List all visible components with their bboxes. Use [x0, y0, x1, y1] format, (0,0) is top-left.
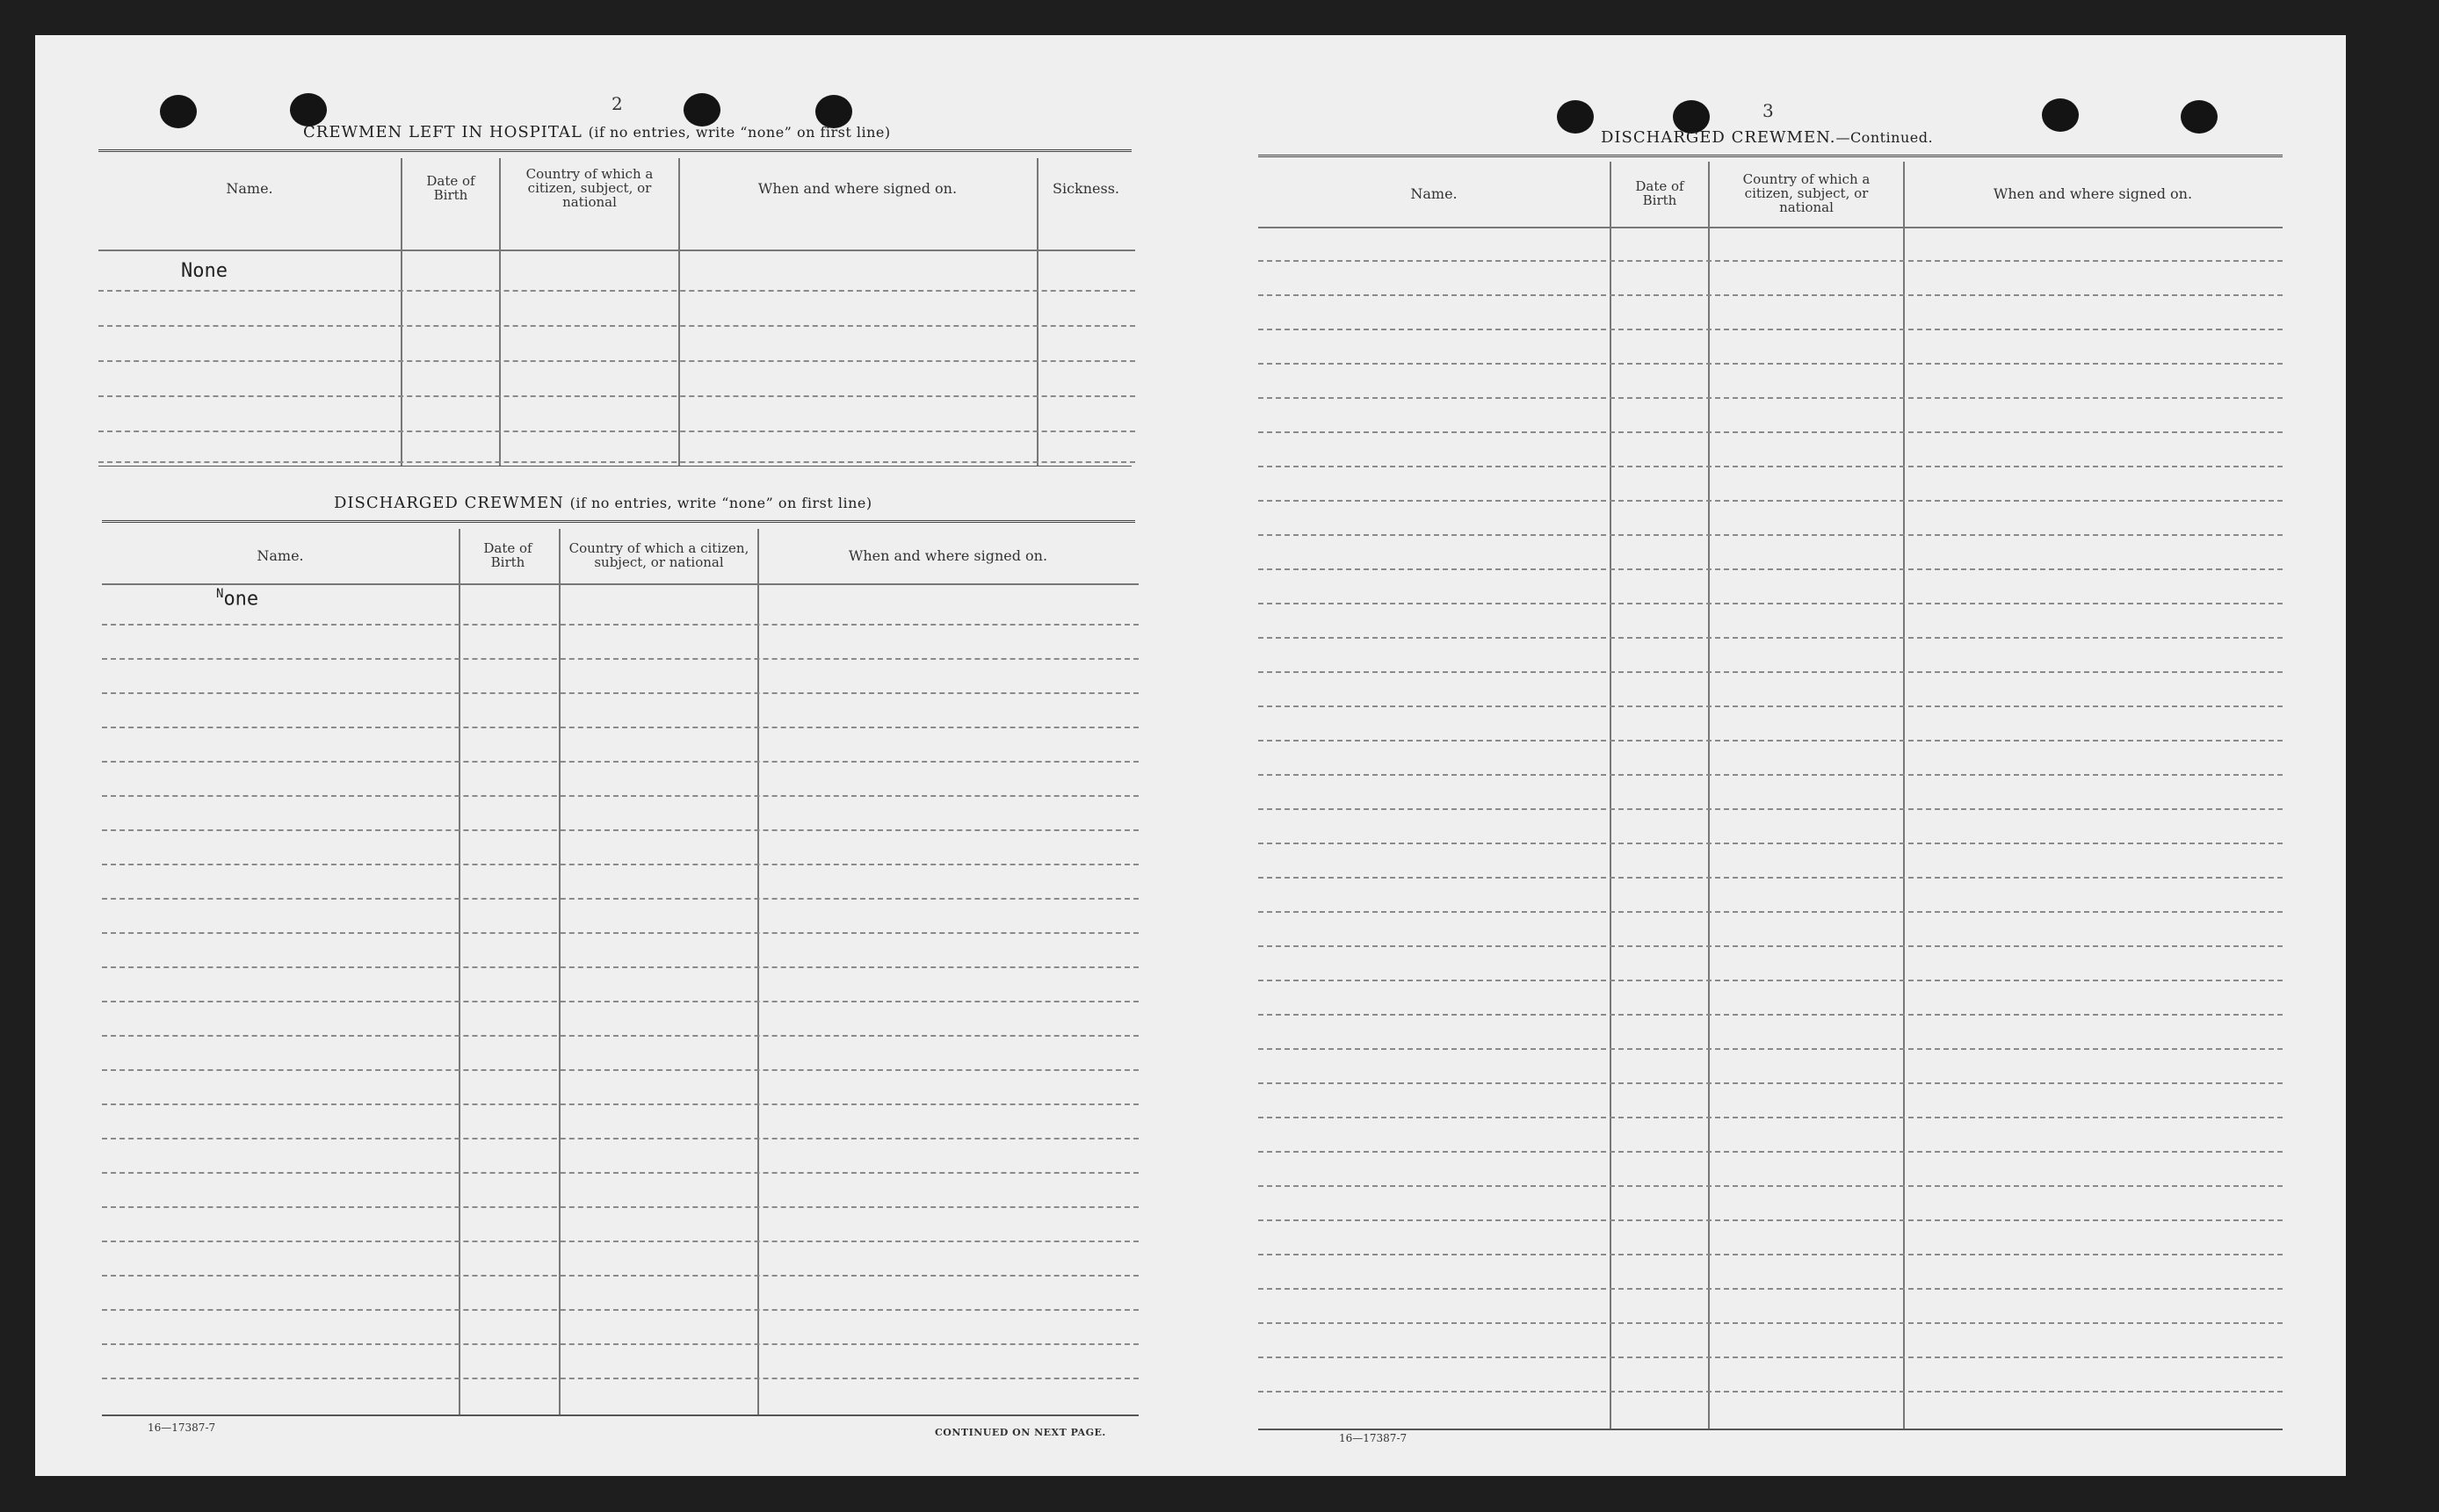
punch-hole	[2042, 98, 2079, 132]
table-row	[102, 1001, 1139, 1002]
discharged-first-entry-rest: one	[223, 588, 259, 611]
table-row	[102, 966, 1139, 968]
table-row	[1258, 705, 2283, 707]
table-row	[1258, 911, 2283, 913]
table-row	[1258, 1185, 2283, 1187]
table-row	[1258, 1391, 2283, 1393]
table-row	[1258, 363, 2283, 365]
table-row	[1258, 1082, 2283, 1084]
table-row	[1258, 945, 2283, 947]
table-row	[1258, 1014, 2283, 1016]
punch-hole	[684, 93, 720, 127]
right-page	[1186, 35, 2346, 1476]
table-row	[102, 829, 1139, 831]
right-discharged-table	[1258, 162, 2283, 1430]
hospital-section-title	[303, 123, 891, 141]
col-header-country: Country of which a citizen, subject, or national	[1742, 171, 1871, 215]
table-row	[1258, 843, 2283, 844]
table-row	[102, 1378, 1139, 1379]
page-number: 3	[1762, 100, 1774, 121]
form-number: 16—17387-7	[1339, 1432, 1408, 1444]
discharged-title-text: DISCHARGED CREWMEN	[334, 494, 564, 512]
discharged-first-entry	[216, 587, 258, 610]
table-row	[102, 1343, 1139, 1345]
discharged-first-entry-initial: N	[216, 587, 224, 601]
table-row	[102, 624, 1139, 626]
table-row	[102, 658, 1139, 660]
table-row	[1258, 534, 2283, 536]
header-double-rule	[98, 149, 1132, 156]
table-row	[1258, 431, 2283, 433]
table-row	[1258, 877, 2283, 879]
table-row	[1258, 466, 2283, 467]
table-row	[102, 1103, 1139, 1105]
table-row	[102, 692, 1139, 694]
col-header-name: Name.	[226, 179, 273, 197]
col-header-signed-on: When and where signed on.	[848, 546, 1048, 564]
table-row	[102, 864, 1139, 865]
table-row	[1258, 740, 2283, 742]
col-header-name: Name.	[257, 546, 304, 564]
table-row	[1258, 397, 2283, 399]
table-row	[1258, 1117, 2283, 1118]
table-row	[102, 795, 1139, 797]
table-row	[102, 727, 1139, 728]
table-row	[98, 272, 1135, 292]
table-row	[1258, 1254, 2283, 1255]
table-row	[102, 1241, 1139, 1242]
right-section-title	[1601, 128, 1933, 147]
table-row	[98, 378, 1135, 397]
table-row	[98, 444, 1135, 463]
table-row	[1258, 1048, 2283, 1050]
col-header-country: Country of which a citizen, subject, or national	[568, 540, 749, 570]
punch-hole	[1557, 100, 1594, 134]
right-double-rule	[1258, 155, 2283, 161]
table-row	[1258, 808, 2283, 810]
table-row	[98, 307, 1135, 327]
form-sheet	[35, 35, 2346, 1476]
table-row	[102, 1138, 1139, 1139]
col-header-sickness: Sickness.	[1052, 179, 1119, 197]
table-row	[102, 1035, 1139, 1037]
hospital-title-instruction: (if no entries, write “none” on first line)	[588, 124, 891, 141]
table-row	[98, 343, 1135, 362]
discharged-section-title	[334, 494, 872, 512]
right-title-text: DISCHARGED CREWMEN.	[1601, 128, 1836, 147]
col-header-date-of-birth: Date of Birth	[1635, 178, 1684, 208]
hospital-first-entry: None	[181, 260, 228, 282]
table-row	[1258, 603, 2283, 604]
table-row	[1258, 671, 2283, 673]
col-header-country: Country of which a citizen, subject, or national	[525, 166, 654, 210]
table-row	[1258, 1151, 2283, 1153]
hospital-title-text: CREWMEN LEFT IN HOSPITAL	[303, 123, 583, 141]
table-row	[1258, 329, 2283, 330]
col-header-name: Name.	[1410, 184, 1458, 202]
table-row	[1258, 294, 2283, 296]
table-row	[98, 413, 1135, 432]
punch-hole	[160, 95, 197, 128]
table-row	[1258, 1219, 2283, 1221]
table-row	[102, 1309, 1139, 1311]
form-number: 16—17387-7	[148, 1422, 216, 1434]
table-row	[102, 1172, 1139, 1174]
table-row	[1258, 1288, 2283, 1290]
table-row	[1258, 568, 2283, 570]
table-row	[1258, 500, 2283, 502]
hospital-table	[98, 158, 1135, 466]
continued-note: CONTINUED ON NEXT PAGE.	[935, 1427, 1106, 1438]
table-row	[1258, 1356, 2283, 1358]
table-row	[102, 932, 1139, 934]
col-header-date-of-birth: Date of Birth	[426, 173, 475, 203]
table-row	[1258, 260, 2283, 262]
left-page	[35, 35, 1177, 1476]
table-row	[102, 1206, 1139, 1208]
table-row	[102, 1069, 1139, 1071]
punch-hole	[2181, 100, 2218, 134]
table-row	[102, 898, 1139, 900]
discharged-title-instruction: (if no entries, write “none” on first line)	[569, 495, 872, 511]
discharged-table	[102, 529, 1139, 1416]
table-row	[1258, 1322, 2283, 1324]
page-number: 2	[612, 93, 623, 114]
col-header-signed-on: When and where signed on.	[757, 179, 958, 197]
table-row	[1258, 774, 2283, 776]
table-row	[1258, 637, 2283, 639]
table-row	[102, 761, 1139, 763]
punch-hole	[290, 93, 327, 127]
col-header-date-of-birth: Date of Birth	[483, 540, 532, 570]
col-header-signed-on: When and where signed on.	[1993, 184, 2193, 202]
right-title-suffix: —Continued.	[1835, 129, 1934, 146]
table-row	[1258, 980, 2283, 981]
discharged-double-rule	[102, 520, 1135, 526]
table-row	[102, 1275, 1139, 1277]
